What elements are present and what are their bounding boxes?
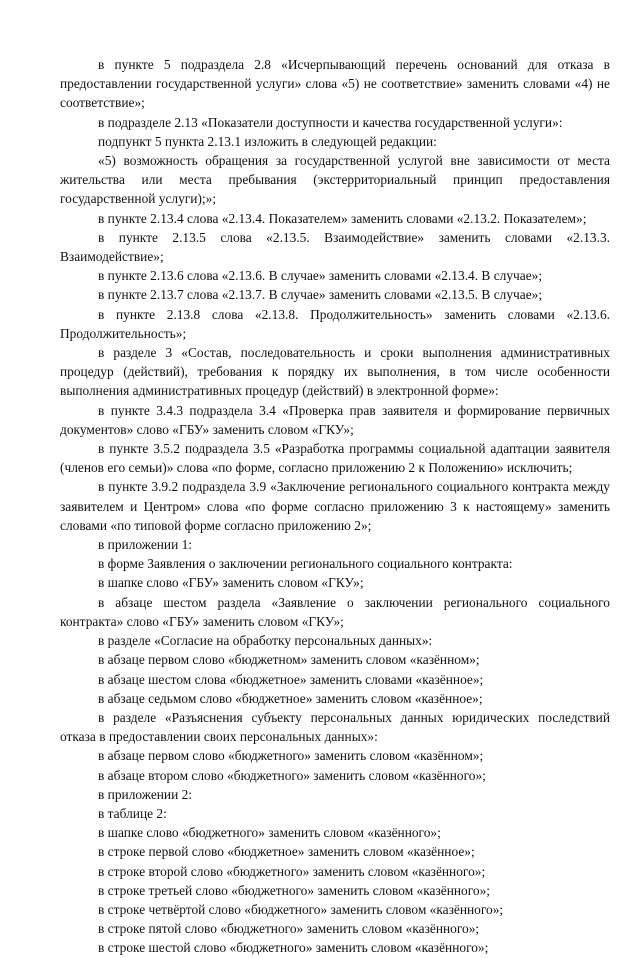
paragraph-row-4: в строке четвёртой слово «бюджетного» заменить словом «казённого»; [98, 901, 504, 917]
paragraph-explanations-second: в абзаце втором слово «бюджетного» заменить словом «казённого»; [98, 767, 486, 783]
paragraph-amend-3-9-2: в пункте 3.9.2 подраздела 3.9 «Заключение регионального социального контракта между заявителем и Центром» слова «по форме согласно приложению 3 к настоящему» заменить словами «по типовой форме согласно приложению 2»; [60, 479, 610, 533]
paragraph-quoted-new-text: «5) возможность обращения за государственной услугой вне зависимости от места жительства или места пребывания (экстерриториальный принцип предоставления государственной услуги);»; [60, 153, 610, 207]
paragraph-appendix-2: в приложении 2: [98, 786, 193, 802]
paragraph-header-gbu: в шапке слово «ГБУ» заменить словом «ГКУ»; [98, 575, 364, 591]
paragraph-application-form: в форме Заявления о заключении регионального социального контракта: [98, 556, 513, 572]
paragraph-row-5: в строке пятой слово «бюджетного» заменить словом «казённого»; [98, 921, 480, 937]
paragraph-consent-section: в разделе «Согласие на обработку персональных данных»: [98, 633, 433, 649]
paragraph-amend-2-13-8: в пункте 2.13.8 слова «2.13.8. Продолжительность» заменить словами «2.13.6. Продолжительность»; [60, 306, 610, 341]
paragraph-consent-sixth: в абзаце шестом слова «бюджетное» заменить словами «казённое»; [98, 671, 484, 687]
paragraph-explanations-first: в абзаце первом слово «бюджетного» заменить словом «казённом»; [98, 748, 484, 764]
paragraph-sixth-abzac-gbu: в абзаце шестом раздела «Заявление о заключении регионального социального контракта» слово «ГБУ» заменить словом «ГКУ»; [60, 594, 610, 629]
paragraph-row-2: в строке второй слово «бюджетного» заменить словом «казённого»; [98, 863, 486, 879]
paragraph-amend-3-4-3: в пункте 3.4.3 подраздела 3.4 «Проверка прав заявителя и формирование первичных документов» слово «ГБУ» заменить словом «ГКУ»; [60, 402, 610, 437]
paragraph-subsection-2-13: в подразделе 2.13 «Показатели доступности и качества государственной услуги»: [98, 114, 563, 130]
paragraph-amend-3-5-2: в пункте 3.5.2 подраздела 3.5 «Разработка программы социальной адаптации заявителя (членов его семьи)» слова «по форме, согласно приложению 2 к Положению» исключить; [60, 441, 610, 476]
paragraph-row-6: в строке шестой слово «бюджетного» заменить словом «казённого»; [98, 940, 489, 956]
paragraph-subitem-5-2-13-1: подпункт 5 пункта 2.13.1 изложить в следующей редакции: [98, 133, 437, 149]
paragraph-consent-seventh: в абзаце седьмом слово «бюджетное» заменить словом «казённое»; [98, 690, 483, 706]
paragraph-consent-first: в абзаце первом слово «бюджетном» заменить словом «казённом»; [98, 652, 480, 668]
paragraph-appendix-1: в приложении 1: [98, 537, 193, 553]
paragraph-row-3: в строке третьей слово «бюджетного» заменить словом «казённого»; [98, 882, 490, 898]
paragraph-table-2: в таблице 2: [98, 805, 167, 821]
paragraph-explanations-section: в разделе «Разъяснения субъекту персональных данных юридических последствий отказа в предоставлении своих персональных данных»: [60, 709, 610, 745]
paragraph-amend-2-13-6: в пункте 2.13.6 слова «2.13.6. В случае» заменить словами «2.13.4. В случае»; [98, 268, 543, 284]
paragraph-section-3: в разделе 3 «Состав, последовательность и сроки выполнения административных процедур (действий), требования к порядку их выполнения, в том числе особенности выполнения административных процедур (действий) в электронной форме»: [60, 345, 610, 399]
paragraph-amend-2-13-4: в пункте 2.13.4 слова «2.13.4. Показателем» заменить словами «2.13.2. Показателем»; [98, 210, 587, 226]
paragraph-amend-2-13-7: в пункте 2.13.7 слова «2.13.7. В случае» заменить словами «2.13.5. В случае»; [98, 287, 543, 303]
paragraph-row-1: в строке первой слово «бюджетное» заменить словом «казённое»; [98, 844, 475, 860]
paragraph-table-header: в шапке слово «бюджетного» заменить словом «казённого»; [98, 825, 441, 841]
paragraph-amend-2-8: в пункте 5 подраздела 2.8 «Исчерпывающий перечень оснований для отказа в предоставлении государственной услуги» слова «5) не соответствие» заменить словами «4) не соответствие»; [60, 57, 610, 111]
paragraph-amend-2-13-5: в пункте 2.13.5 слова «2.13.5. Взаимодействие» заменить словами «2.13.3. Взаимодействие»; [60, 229, 610, 265]
